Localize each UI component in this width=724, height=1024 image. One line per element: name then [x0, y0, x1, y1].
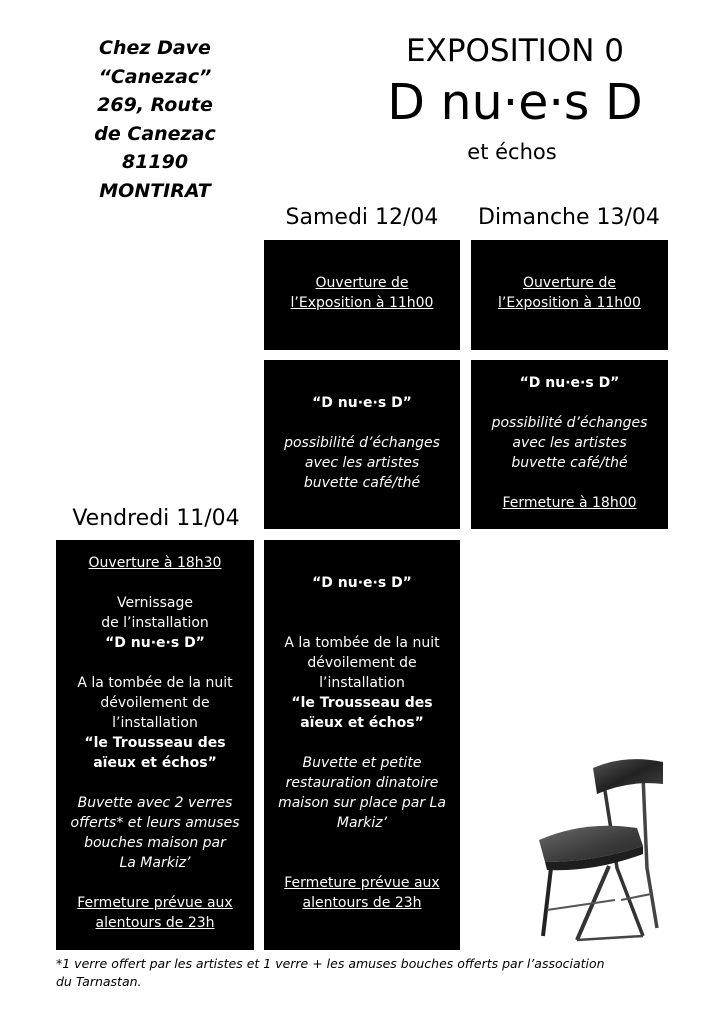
opening-line: Ouverture de: [523, 275, 616, 291]
opening-line: l’Exposition à 11h00: [498, 295, 641, 311]
event-title: “D nu·e·s D”: [312, 395, 412, 411]
event-title: “D nu·e·s D”: [312, 575, 412, 591]
spacer: [270, 833, 454, 853]
buvette-line: La Markiz’: [119, 855, 191, 871]
installation-title: aïeux et échos”: [300, 715, 424, 731]
venue-address: [60, 34, 250, 205]
day-heading-saturday: Samedi 12/04: [285, 205, 439, 230]
spacer: [270, 613, 454, 633]
spacer: [62, 773, 248, 793]
saturday-day-box: [264, 360, 460, 529]
closing-line: Fermeture prévue aux: [77, 895, 233, 911]
spacer: [62, 653, 248, 673]
closing-line: Fermeture à 18h00: [502, 495, 637, 511]
nightfall-line: l’installation: [112, 715, 198, 731]
buvette-line: restauration dinatoire: [285, 775, 439, 791]
friday-box: [56, 540, 254, 950]
buvette-line: Markiz’: [336, 815, 388, 831]
venue-line: “Canezac”: [98, 65, 212, 88]
saturday-opening-box: [264, 240, 460, 350]
closing-line: alentours de 23h: [95, 915, 215, 931]
spacer: [270, 593, 454, 613]
installation-title: “le Trousseau des: [84, 735, 226, 751]
spacer: [477, 393, 662, 413]
buvette-line: Buvette et petite: [302, 755, 422, 771]
spacer: [270, 413, 454, 433]
venue-line: Chez Dave: [99, 37, 211, 59]
detail-line: buvette café/thé: [303, 475, 421, 491]
venue-line: 81190: [121, 151, 189, 173]
nightfall-line: A la tombée de la nuit: [77, 675, 233, 691]
spacer: [62, 573, 248, 593]
spacer: [270, 853, 454, 873]
saturday-night-box: [264, 540, 460, 950]
opening-line: Ouverture à 18h30: [88, 555, 222, 571]
closing-line: Fermeture prévue aux: [284, 875, 440, 891]
sunday-opening-box: [471, 240, 668, 350]
venue-line: MONTIRAT: [99, 179, 211, 202]
footnote-line: du Tarnastan.: [56, 974, 142, 989]
event-title: “D nu·e·s D”: [105, 635, 205, 651]
venue-line: de Canezac: [94, 122, 216, 145]
detail-line: possibilité d’échanges: [491, 415, 648, 431]
detail-line: avec les artistes: [512, 435, 627, 451]
closing-line: alentours de 23h: [302, 895, 422, 911]
installation-title: “le Trousseau des: [291, 695, 433, 711]
opening-line: l’Exposition à 11h00: [290, 295, 434, 311]
spacer: [270, 733, 454, 753]
detail-line: avec les artistes: [304, 455, 420, 471]
spacer: [62, 873, 248, 893]
detail-line: possibilité d’échanges: [284, 435, 440, 451]
spacer: [477, 473, 662, 493]
footnote: [56, 955, 656, 991]
expo-main-title: D nu·e·s D: [387, 74, 643, 131]
expo-title: EXPOSITION 0: [406, 33, 624, 69]
buvette-line: maison sur place par La: [278, 795, 446, 811]
buvette-line: Buvette avec 2 verres: [77, 795, 233, 811]
installation-title: aïeux et échos”: [93, 755, 217, 771]
nightfall-line: A la tombée de la nuit: [284, 635, 440, 651]
vernissage-line: de l’installation: [101, 615, 209, 631]
nightfall-line: dévoilement de: [100, 695, 210, 711]
footnote-line: *1 verre offert par les artistes et 1 verre + les amuses bouches offerts par l’association: [56, 956, 605, 971]
nightfall-line: dévoilement de: [307, 655, 417, 671]
vernissage-line: Vernissage: [116, 595, 194, 611]
opening-line: Ouverture de: [315, 275, 409, 291]
expo-subtitle: et échos: [467, 140, 557, 164]
venue-line: 269, Route: [97, 94, 213, 116]
day-heading-friday: Vendredi 11/04: [72, 506, 240, 531]
nightfall-line: l’installation: [319, 675, 405, 691]
buvette-line: offerts* et leurs amuses: [70, 815, 240, 831]
event-title: “D nu·e·s D”: [519, 375, 620, 391]
sunday-day-box: [471, 360, 668, 529]
chair-illustration: [525, 750, 675, 950]
day-heading-sunday: Dimanche 13/04: [478, 205, 660, 230]
detail-line: buvette café/thé: [511, 455, 628, 471]
buvette-line: bouches maison par: [84, 835, 226, 851]
